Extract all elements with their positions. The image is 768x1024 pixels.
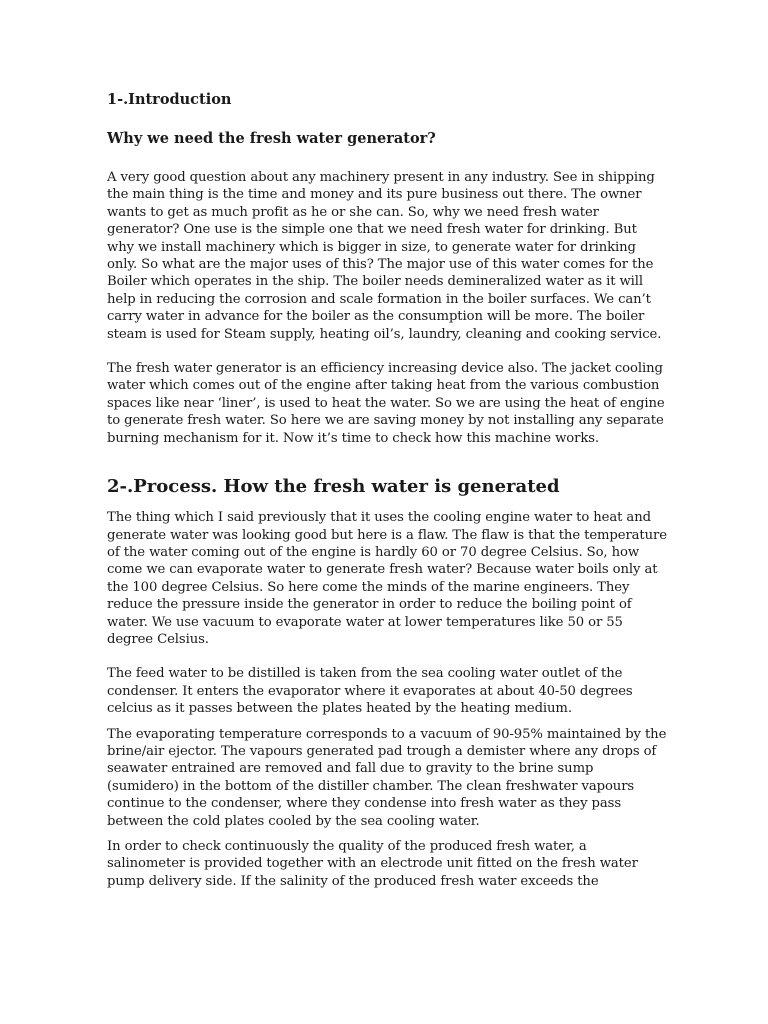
introduction-subheading: Why we need the fresh water generator?: [107, 130, 436, 147]
intro-paragraph-2: The fresh water generator is an efficiency increasing device also. The jacket cooling water which comes out of the engine after taking heat from the various combustion spaces like near ‘liner’, is used to heat the water. So we are using the heat of engine to generate fresh water. So here we are saving money by not installing any separate burning mechanism for it. Now it’s time to check how this machine works.: [107, 361, 665, 446]
introduction-heading: 1-.Introduction: [107, 91, 232, 108]
process-paragraph-1: The thing which I said previously that it uses the cooling engine water to heat and generate water was looking good but here is a flaw. The flaw is that the temperature of the water coming out of the engine is hardly 60 or 70 degree Celsius. So, how come we can evaporate water to generate fresh water? Because water boils only at the 100 degree Celsius. So here come the minds of the marine engineers. They reduce the pressure inside the generator in order to reduce the boiling point of water. We use vacuum to evaporate water at lower temperatures like 50 or 55 degree Celsius.: [107, 510, 667, 647]
process-paragraph-3: The evaporating temperature corresponds to a vacuum of 90-95% maintained by the brine/air ejector. The vapours generated pad trough a demister where any drops of seawater entrained are removed and fall due to gravity to the brine sump (sumidero) in the bottom of the distiller chamber. The clean freshwater vapours continue to the condenser, where they condense into fresh water as they pass between the cold plates cooled by the sea cooling water.: [107, 726, 667, 829]
process-paragraph-2: The feed water to be distilled is taken from the sea cooling water outlet of the condenser. It enters the evaporator where it evaporates at about 40-50 degrees celcius as it passes between the plates heated by the heating medium.: [107, 666, 633, 717]
intro-paragraph-1: A very good question about any machinery present in any industry. See in shipping the main thing is the time and money and its pure business out there. The owner wants to get as much profit as he or she can. So, why we need fresh water generator? One use is the simple one that we need fresh water for drinking. But why we install machinery which is bigger in size, to generate water for drinking only. So what are the major uses of this? The major use of this water comes for the Boiler which operates in the ship. The boiler needs demineralized water as it will help in reducing the corrosion and scale formation in the boiler surfaces. We can’t carry water in advance for the boiler as the consumption will be more. The boiler steam is used for Steam supply, heating oil’s, laundry, cleaning and cooking service.: [107, 170, 662, 342]
document-page: [107, 90, 667, 907]
process-heading: 2-.Process. How the fresh water is generated: [107, 476, 560, 498]
process-paragraph-4: In order to check continuously the quality of the produced fresh water, a salinometer is provided together with an electrode unit fitted on the fresh water pump delivery side. If the salinity of the produced fresh water exceeds the: [107, 839, 638, 889]
